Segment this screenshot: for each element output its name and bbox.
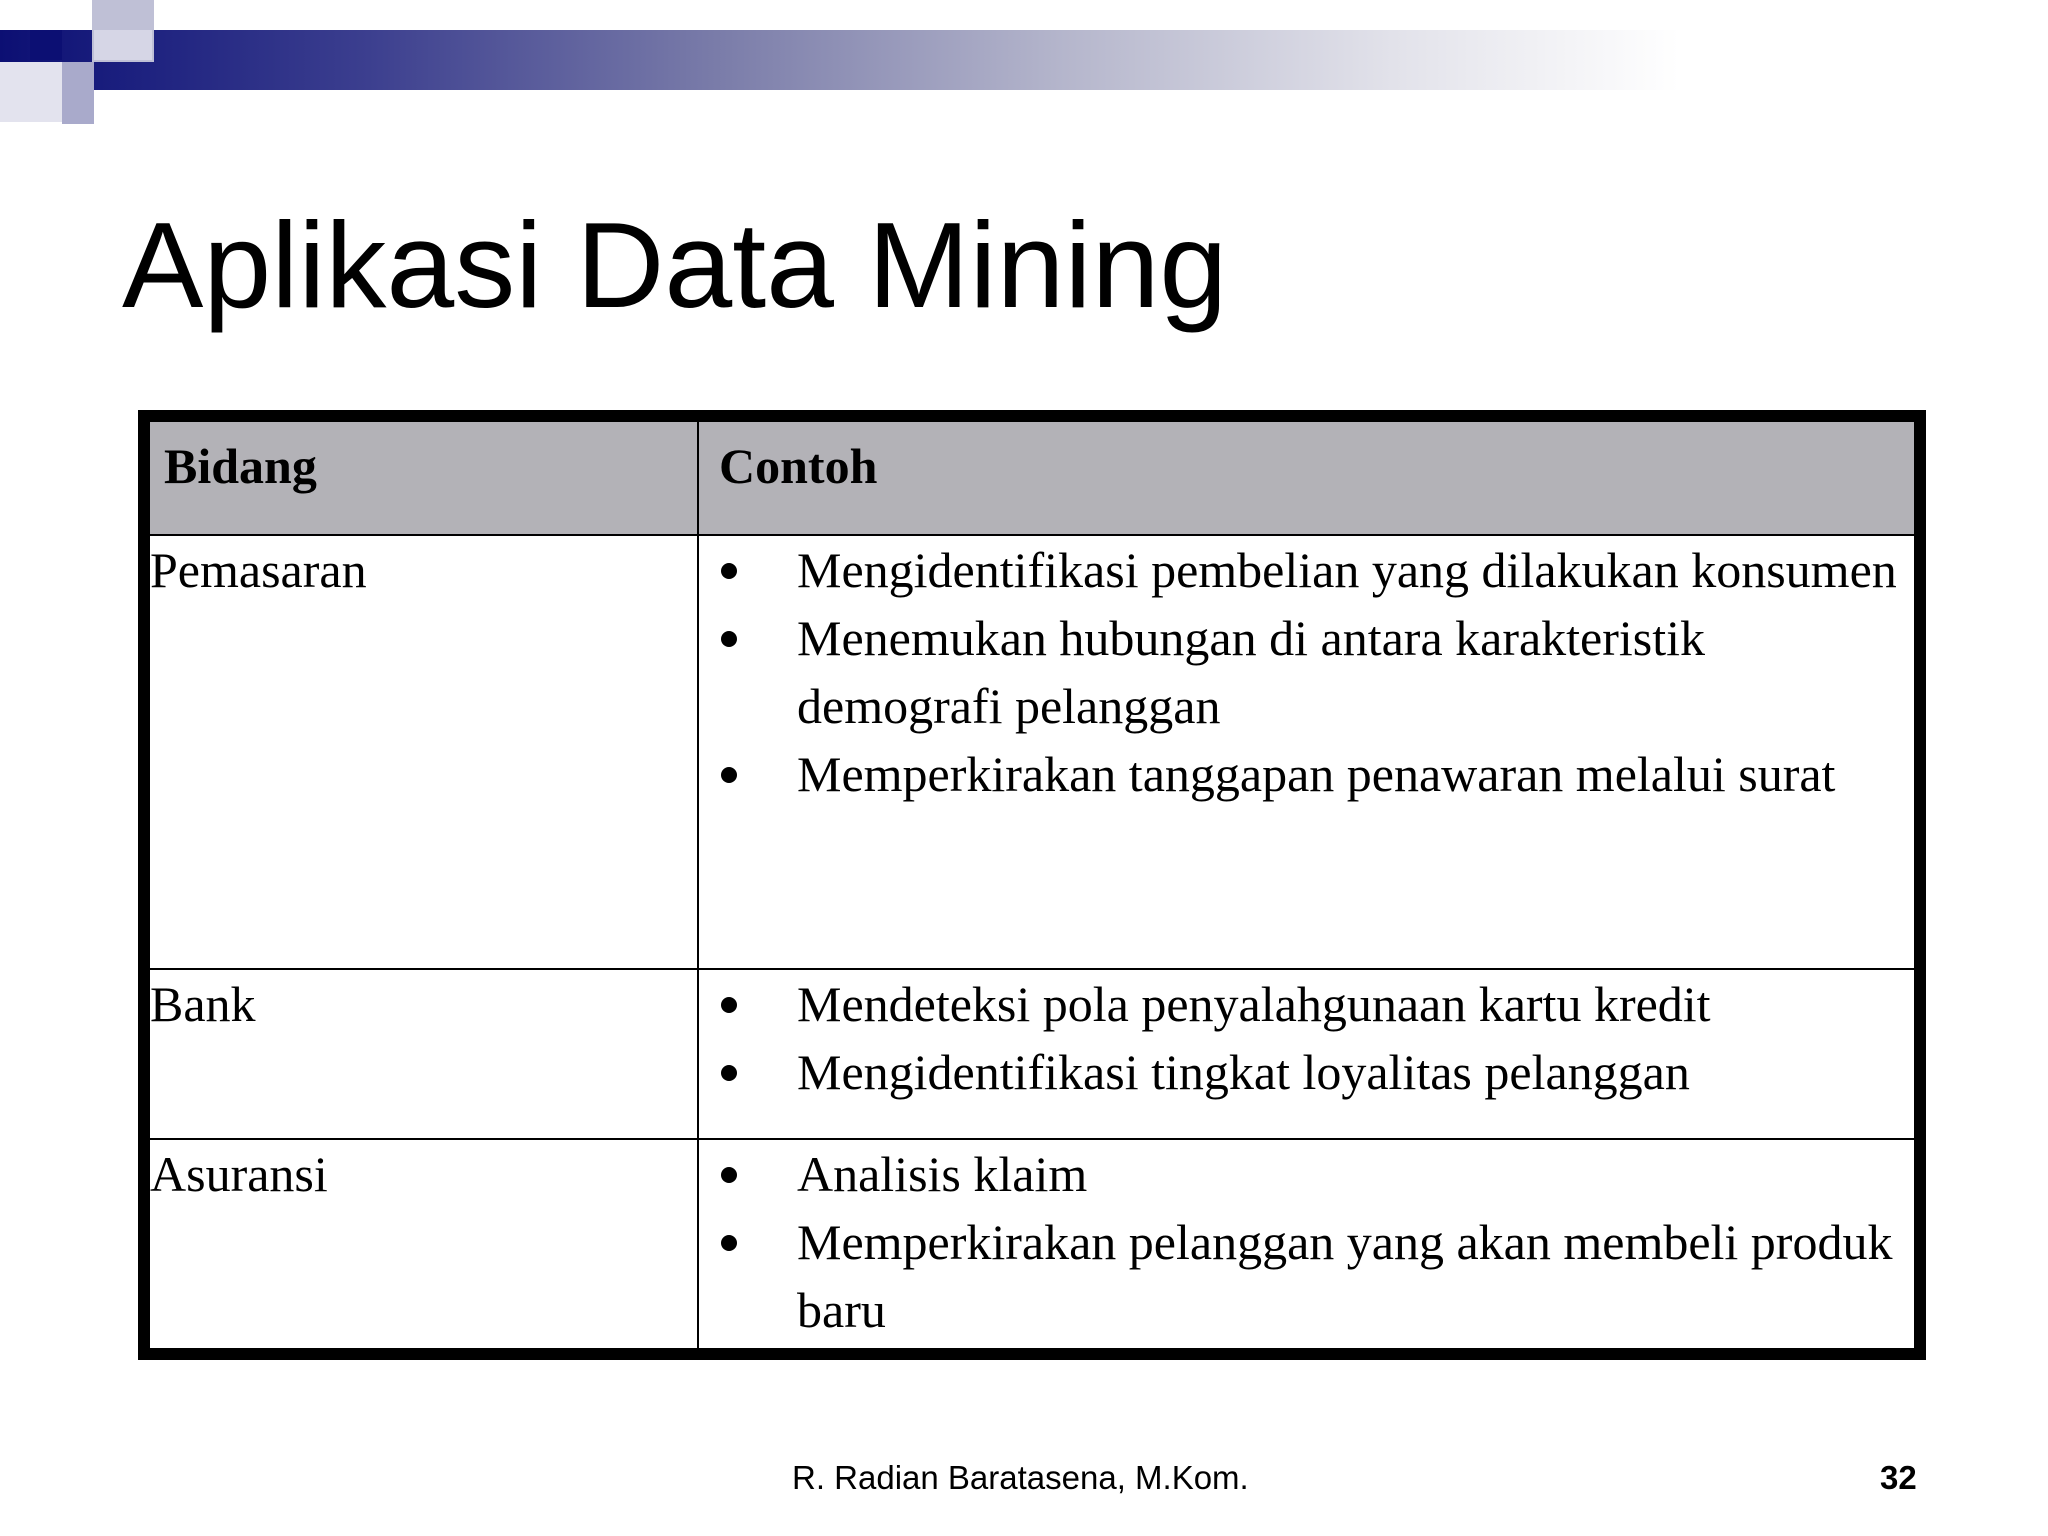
examples-cell (698, 1139, 1914, 1348)
applications-table (138, 410, 1926, 1360)
table-row (150, 969, 1914, 1139)
decor-square (94, 30, 152, 60)
decor-square (62, 62, 94, 124)
example-text: Memperkirakan tanggapan penawaran melalui surat (797, 746, 1836, 802)
example-text: Analisis klaim (797, 1146, 1088, 1202)
example-text: Menemukan hubungan di antara karakteristik demografi pelanggan (797, 610, 1706, 734)
table-header-row (150, 422, 1914, 535)
list-item (699, 740, 1914, 808)
list-item (699, 1208, 1914, 1344)
footer-author: R. Radian Baratasena, M.Kom. (792, 1459, 1249, 1496)
list-item (699, 970, 1914, 1038)
table-row (150, 1139, 1914, 1348)
page-number: 32 (1880, 1459, 1917, 1496)
field-cell: Bank (150, 969, 698, 1139)
bullet-dot-icon (721, 1065, 737, 1081)
field-cell: Pemasaran (150, 535, 698, 969)
example-text: Memperkirakan pelanggan yang akan membeli produk baru (797, 1214, 1893, 1338)
decor-square (0, 62, 62, 122)
list-item (699, 536, 1914, 604)
examples-cell (698, 535, 1914, 969)
header-contoh: Contoh (698, 422, 1914, 535)
bullet-dot-icon (721, 1167, 737, 1183)
header-bidang: Bidang (150, 422, 698, 535)
bullet-dot-icon (721, 767, 737, 783)
decor-square (32, 0, 92, 30)
slide-title: Aplikasi Data Mining (122, 197, 1228, 333)
top-gradient-band (0, 30, 2048, 90)
decor-square (30, 30, 62, 60)
list-item (699, 604, 1914, 740)
examples-cell (698, 969, 1914, 1139)
bullet-dot-icon (721, 1235, 737, 1251)
bullet-dot-icon (721, 563, 737, 579)
list-item (699, 1038, 1914, 1106)
field-cell: Asuransi (150, 1139, 698, 1348)
example-text: Mengidentifikasi pembelian yang dilakukan konsumen (797, 542, 1897, 598)
example-text: Mendeteksi pola penyalahgunaan kartu kredit (797, 976, 1711, 1032)
table-row (150, 535, 1914, 969)
bullet-dot-icon (721, 997, 737, 1013)
bullet-dot-icon (721, 631, 737, 647)
example-text: Mengidentifikasi tingkat loyalitas pelanggan (797, 1044, 1690, 1100)
list-item (699, 1140, 1914, 1208)
decor-square (0, 0, 32, 30)
